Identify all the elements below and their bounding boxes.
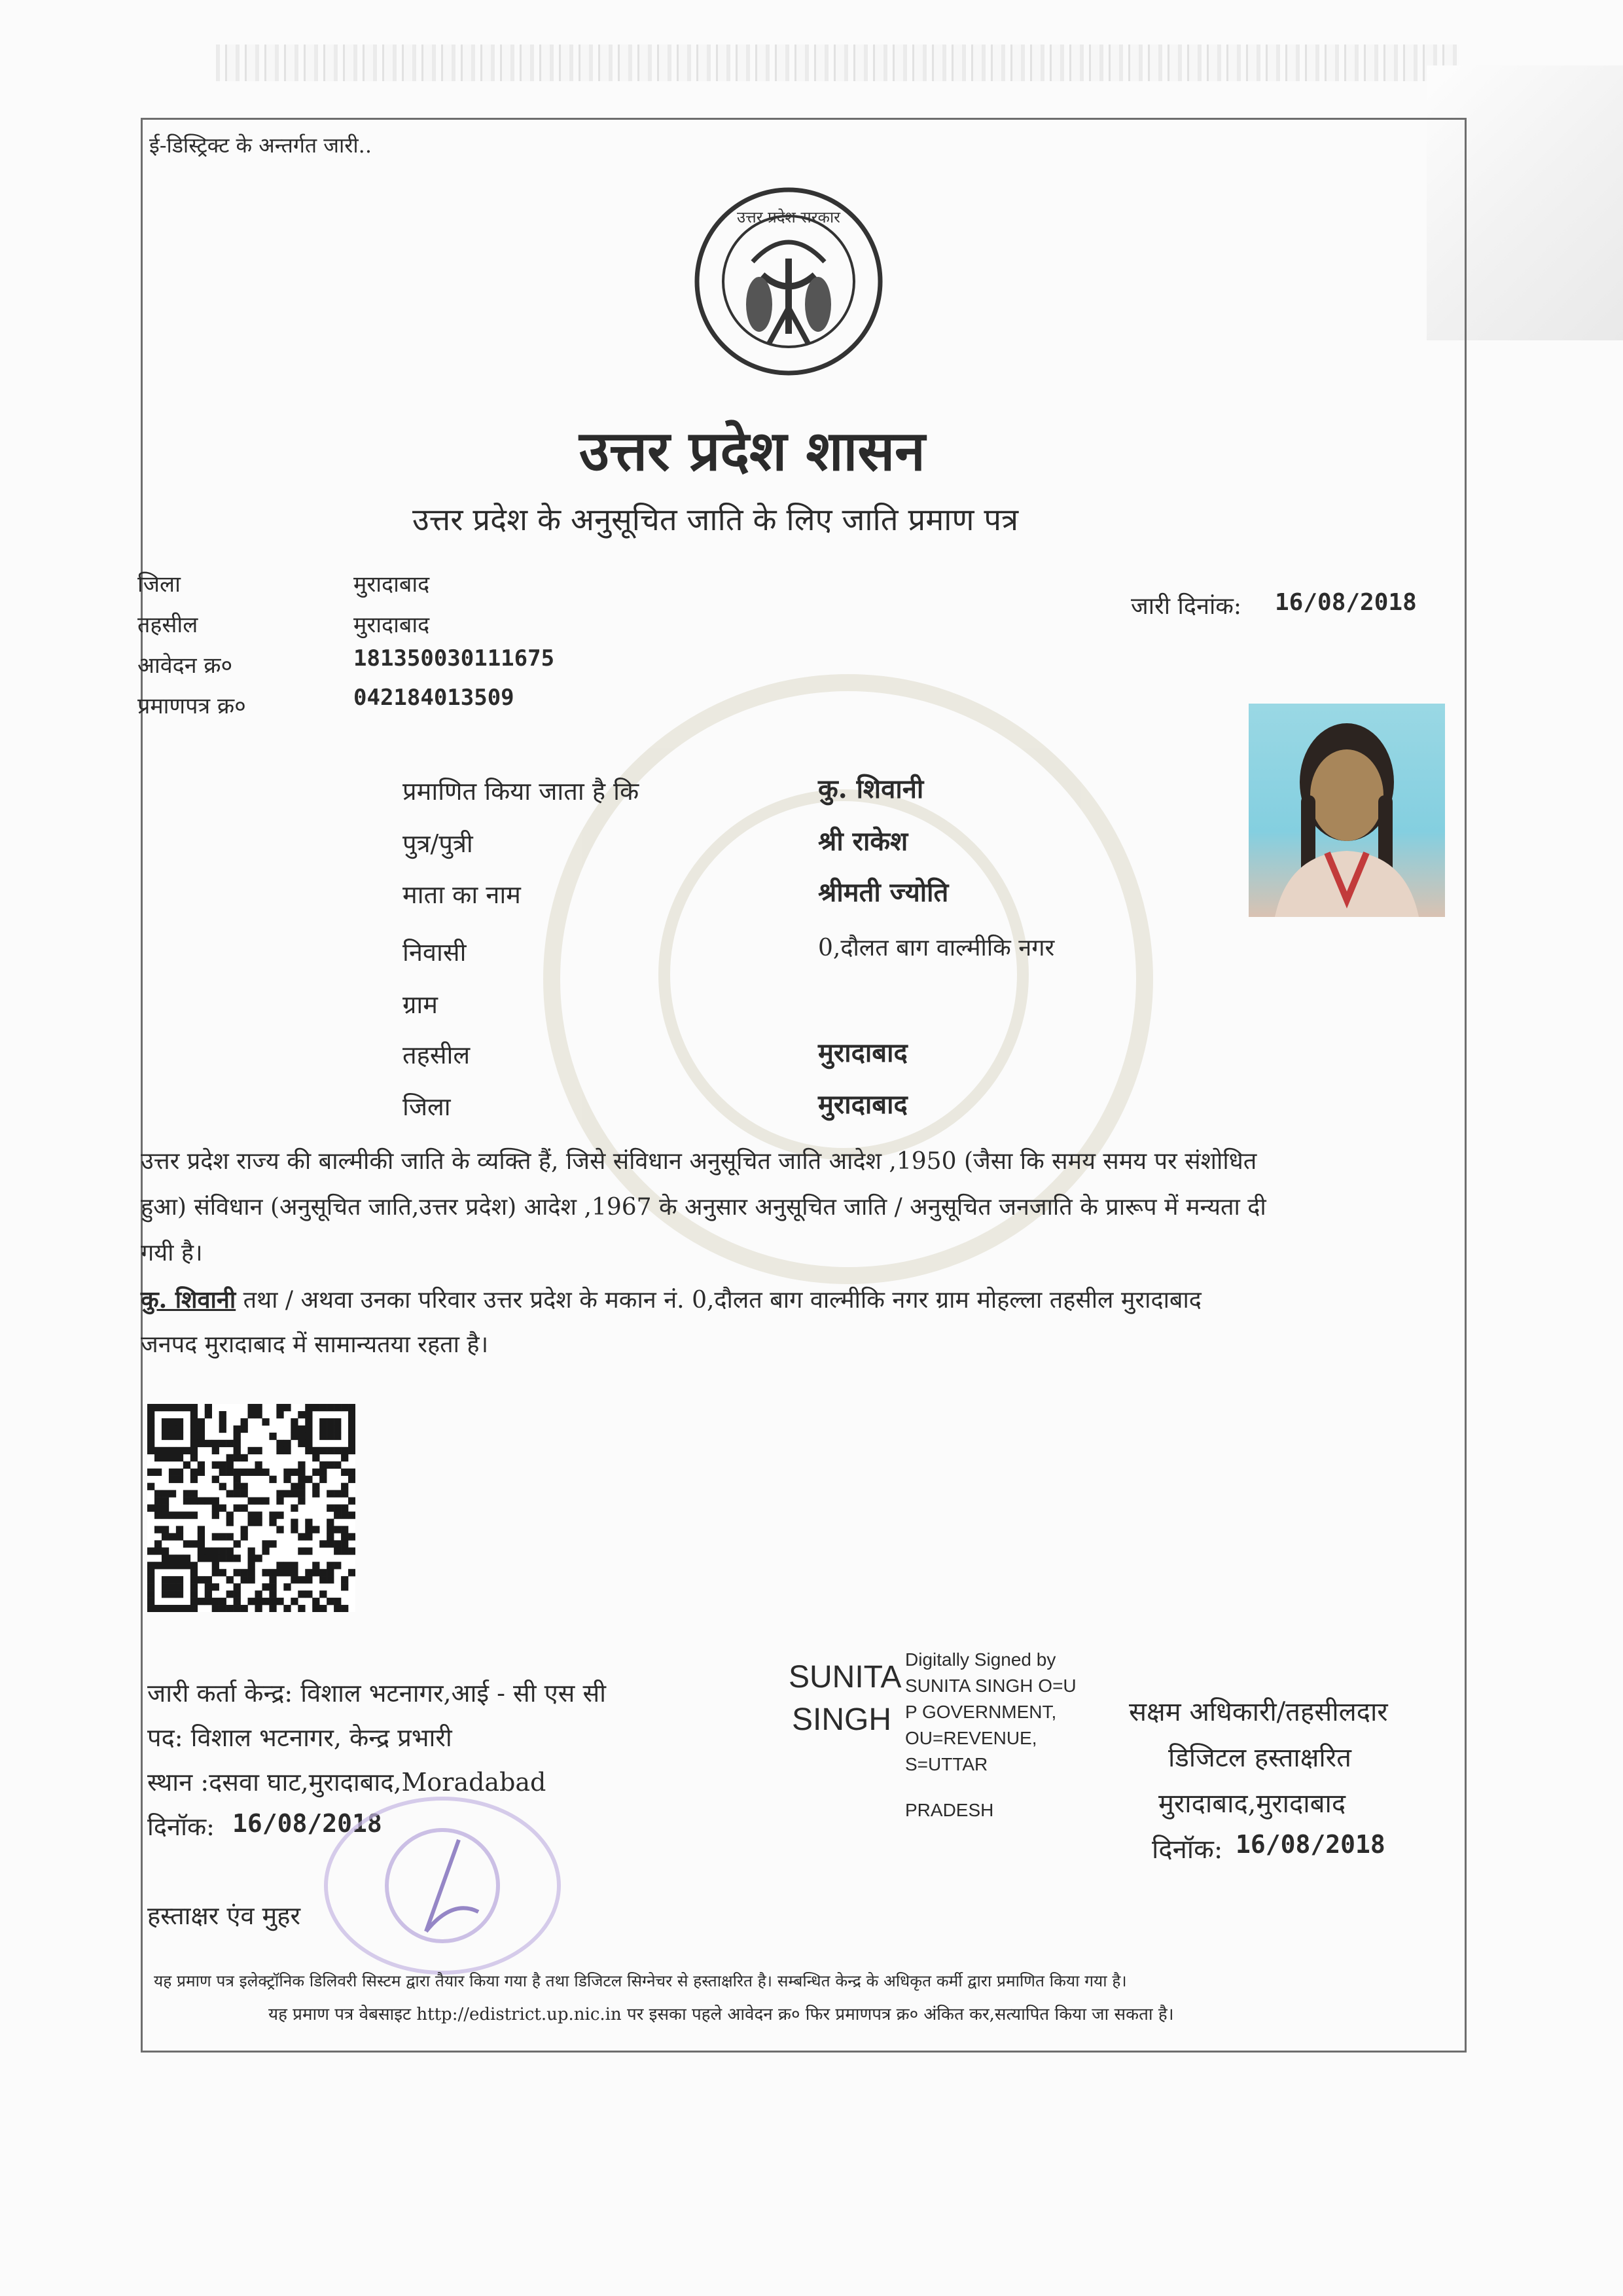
up-government-emblem [690,183,887,380]
scan-top-strip [216,45,1459,81]
application-label: आवेदन क्र० [137,653,233,679]
issuer-date-value: 16/08/2018 [232,1809,382,1838]
office-stamp-seal [324,1797,561,1975]
detail-label: जिला [402,1092,451,1121]
issue-date-value: 16/08/2018 [1275,589,1417,616]
page-title: उत्तर प्रदेश शासन [579,418,925,483]
residence-para-line2: जनपद मुरादाबाद में सामान्यतया रहता है। [141,1331,489,1358]
detail-value: 0,दौलत बाग वाल्मीकि नगर [818,935,1055,961]
issue-date-label: जारी दिनांक: [1131,593,1242,620]
detail-label: प्रमाणित किया जाता है कि [402,777,639,806]
certificate-label: प्रमाणपत्र क्र० [137,693,246,719]
digital-signature-line6: PRADESH [905,1800,994,1820]
detail-label: निवासी [402,938,467,967]
footer-note-line1: यह प्रमाण पत्र इलेक्ट्रॉनिक डिलिवरी सिस्टम द्वारा तैयार किया गया है तथा डिजिटल सिग्नेचर से हस्ताक्षरित है। सम्बन्धित केन्द्र के अधिकृत कर्मी द्वारा प्रमाणित किया गया है। [154,1971,1127,1990]
issuer-place: स्थान :दसवा घाट,मुरादाबाद,Moradabad [147,1768,546,1797]
detail-label: पुत्र/पुत्री [402,829,473,858]
authority-date-label: दिनॉक: [1152,1835,1223,1865]
applicant-photo [1249,704,1445,917]
certificate-number: 042184013509 [353,685,514,711]
detail-label: माता का नाम [402,880,521,909]
issuer-centre: जारी कर्ता केन्द्र: विशाल भटनागर,आई - सी एस सी [147,1679,606,1708]
residence-para-name: कु. शिवानी [141,1286,236,1314]
detail-value: मुरादाबाद [818,1089,908,1120]
tehsil-value: मुरादाबाद [353,612,430,638]
district-label: जिला [137,571,181,598]
residence-para-line1 [141,1283,1202,1315]
digital-signature-line5: S=UTTAR [905,1754,988,1774]
verification-qr-code [147,1404,355,1612]
issuer-post: पद: विशाल भटनागर, केन्द्र प्रभारी [147,1723,452,1752]
detail-label: तहसील [402,1041,471,1069]
authority-title: सक्षम अधिकारी/तहसीलदार [1129,1697,1388,1727]
authority-place: मुरादाबाद,मुरादाबाद [1158,1789,1346,1819]
authority-date-value: 16/08/2018 [1236,1830,1385,1859]
issuer-date-label: दिनॉक: [147,1812,215,1841]
caste-para-line2: हुआ) संविधान (अनुसूचित जाति,उत्तर प्रदेश) आदेश ,1967 के अनुसार अनुसूचित जाति / अनुसूचित जनजाति के प्रारूप में मन्यता दी [141,1194,1266,1221]
emblem-text: उत्तर प्रदेश सरकार [736,208,841,226]
page-subtitle: उत्तर प्रदेश के अनुसूचित जाति के लिए जाति प्रमाण पत्र [412,502,1019,538]
edistrict-note: ई-डिस्ट्रिक्ट के अन्तर्गत जारी.. [149,133,372,158]
tehsil-label: तहसील [137,612,198,638]
detail-value: श्री राकेश [818,826,908,857]
application-number: 181350030111675 [353,645,555,672]
digital-signature-line1: Digitally Signed by [905,1649,1056,1670]
detail-value: मुरादाबाद [818,1037,908,1068]
digital-signer-last-name: SINGH [792,1702,892,1737]
signature-and-seal-label: हस्ताक्षर एंव मुहर [147,1901,300,1930]
digital-signature-line4: OU=REVENUE, [905,1728,1037,1748]
detail-value: कु. शिवानी [818,774,924,804]
caste-para-line3: गयी है। [141,1240,203,1266]
detail-label: ग्राम [402,990,438,1019]
digital-signature-line3: P GOVERNMENT, [905,1702,1057,1722]
digital-signature-line2: SUNITA SINGH O=U [905,1676,1077,1696]
detail-value: श्रीमती ज्योति [818,877,949,908]
footer-note-line2: यह प्रमाण पत्र वेबसाइट http://edistrict.up.nic.in पर इसका पहले आवेदन क्र० फिर प्रमाणपत्र क्र० अंकित कर,सत्यापित किया जा सकता है। [268,2005,1174,2024]
digital-signer-first-name: SUNITA [789,1660,902,1695]
residence-para-text: तथा / अथवा उनका परिवार उत्तर प्रदेश के मकान नं. 0,दौलत बाग वाल्मीकि नगर ग्राम मोहल्ला तहसील मुरादाबाद [236,1287,1202,1314]
district-value: मुरादाबाद [353,571,430,598]
authority-digitally-signed: डिजिटल हस्ताक्षरित [1168,1743,1351,1773]
caste-para-line1: उत्तर प्रदेश राज्य की बाल्मीकी जाति के व्यक्ति हैं, जिसे संविधान अनुसूचित जाति आदेश ,1950 (जैसा कि समय समय पर संशोधित [141,1148,1257,1175]
